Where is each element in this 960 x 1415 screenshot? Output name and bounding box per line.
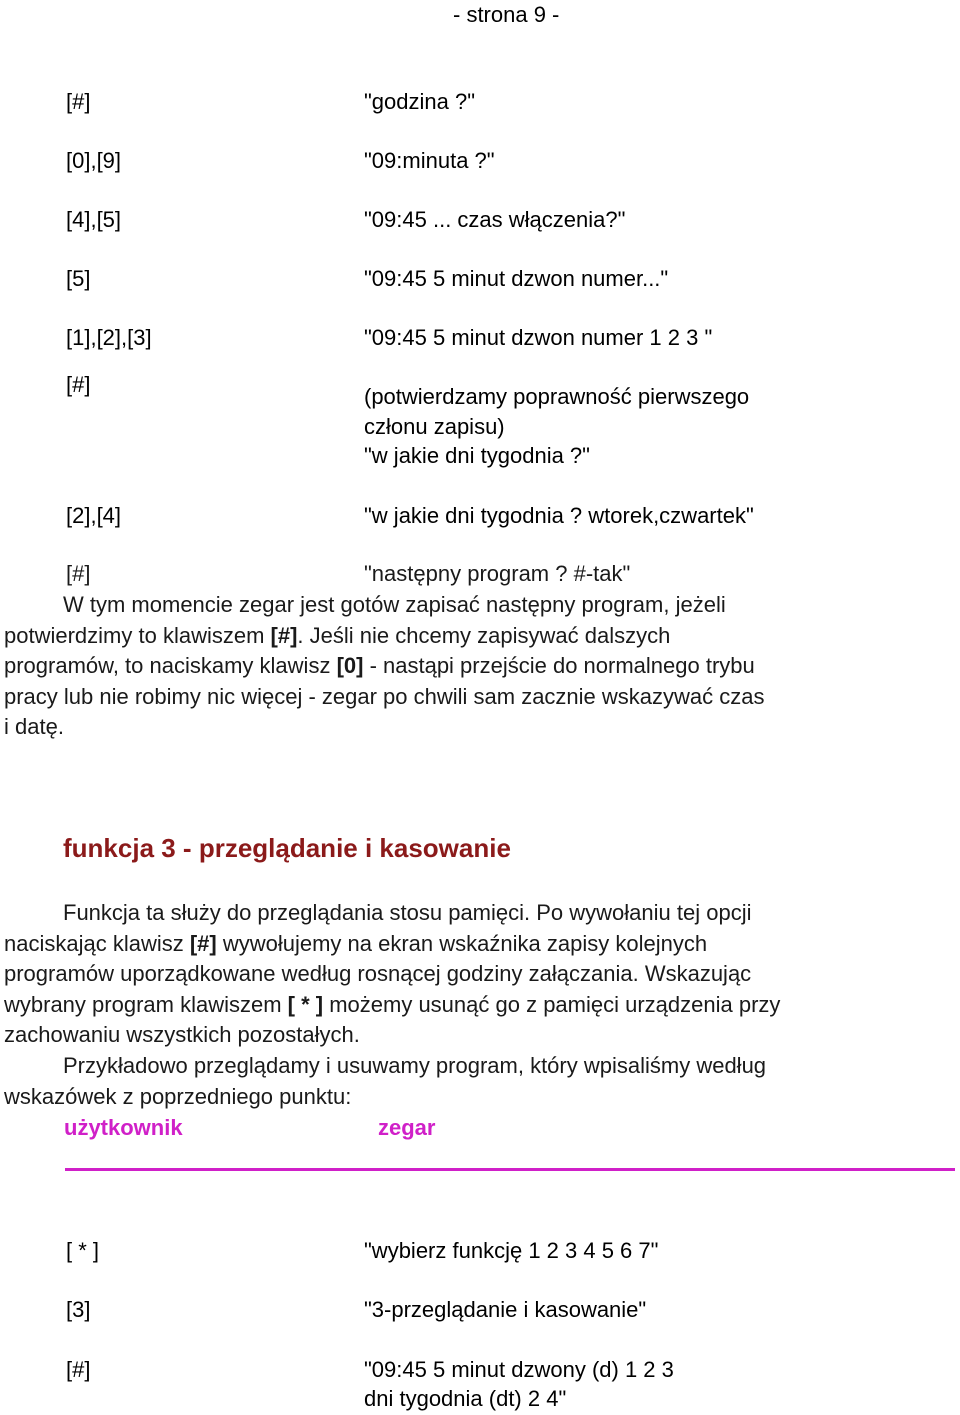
step-display: "w jakie dni tygodnia ? wtorek,czwartek"	[364, 503, 754, 528]
step-display: "godzina ?"	[364, 89, 476, 114]
key-inline: [0]	[336, 653, 364, 679]
step-key: [1],[2],[3]	[66, 325, 152, 350]
step-key: [#]	[66, 561, 91, 586]
text-fragment: programów, to naciskamy klawisz	[4, 653, 337, 679]
step-display: "09:45 5 minut dzwon numer..."	[364, 266, 669, 291]
step-key: [4],[5]	[66, 207, 122, 232]
text-line: i datę.	[4, 714, 64, 740]
text-line: Przykładowo przeglądamy i usuwamy program, który wpisaliśmy według	[63, 1052, 767, 1078]
text-fragment: wybrany program klawiszem	[4, 991, 288, 1017]
step-key: [5]	[66, 266, 91, 291]
text-line: zachowaniu wszystkich pozostałych.	[4, 1022, 360, 1048]
step-display-line: (potwierdzamy poprawność pierwszego	[364, 384, 750, 409]
header-divider	[65, 1168, 955, 1171]
text-fragment: potwierdzimy to klawiszem	[4, 622, 271, 648]
text-line: W tym momencie zegar jest gotów zapisać następny program, jeżeli	[63, 592, 726, 617]
key-inline: [ * ]	[287, 991, 324, 1017]
description-paragraph	[4, 590, 944, 743]
key-inline: [#]	[189, 930, 217, 956]
step-display-line: dni tygodnia (dt) 2 4"	[364, 1386, 567, 1411]
step-key: [#]	[66, 372, 91, 397]
step-key: [ * ]	[66, 1238, 100, 1263]
step-display: "wybierz funkcję 1 2 3 4 5 6 7"	[364, 1238, 659, 1263]
text-fragment: możemy usunąć go z pamięci urządzenia przy	[323, 991, 781, 1017]
column-header-clock: zegar	[378, 1115, 436, 1140]
step-key: [2],[4]	[66, 503, 122, 528]
text-fragment: wywołujemy na ekran wskaźnika zapisy kolejnych	[216, 930, 708, 956]
text-line: pracy lub nie robimy nic więcej - zegar po chwili sam zacznie wskazywać czas	[4, 683, 765, 709]
page-number: - strona 9 -	[453, 2, 560, 27]
step-display: "09:45 ... czas włączenia?"	[364, 207, 626, 232]
text-fragment: . Jeśli nie chcemy zapisywać dalszych	[297, 622, 671, 648]
key-inline: [#]	[270, 622, 298, 648]
step-display: "następny program ? #-tak"	[364, 561, 631, 586]
step-display: "09:minuta ?"	[364, 148, 495, 173]
text-fragment: - nastąpi przejście do normalnego trybu	[363, 653, 755, 679]
step-key: [0],[9]	[66, 148, 122, 173]
text-fragment: naciskając klawisz	[4, 930, 190, 956]
step-key: [#]	[66, 1357, 91, 1382]
text-line: programów uporządkowane według rosnącej godziny załączania. Wskazując	[4, 961, 752, 987]
section-heading: funkcja 3 - przeglądanie i kasowanie	[63, 833, 511, 863]
step-key: [3]	[66, 1297, 91, 1322]
step-display-line: "w jakie dni tygodnia ?"	[364, 443, 590, 468]
step-display-line: członu zapisu)	[364, 414, 505, 439]
step-key: [#]	[66, 89, 91, 114]
function-description	[4, 898, 944, 1112]
step-display: "09:45 5 minut dzwon numer 1 2 3 "	[364, 325, 713, 350]
step-display-line: "09:45 5 minut dzwony (d) 1 2 3	[364, 1357, 674, 1382]
column-header-user: użytkownik	[64, 1115, 183, 1140]
text-line: Funkcja ta służy do przeglądania stosu pamięci. Po wywołaniu tej opcji	[63, 900, 752, 925]
step-display: "3-przeglądanie i kasowanie"	[364, 1297, 647, 1322]
text-line: wskazówek z poprzedniego punktu:	[4, 1083, 352, 1109]
